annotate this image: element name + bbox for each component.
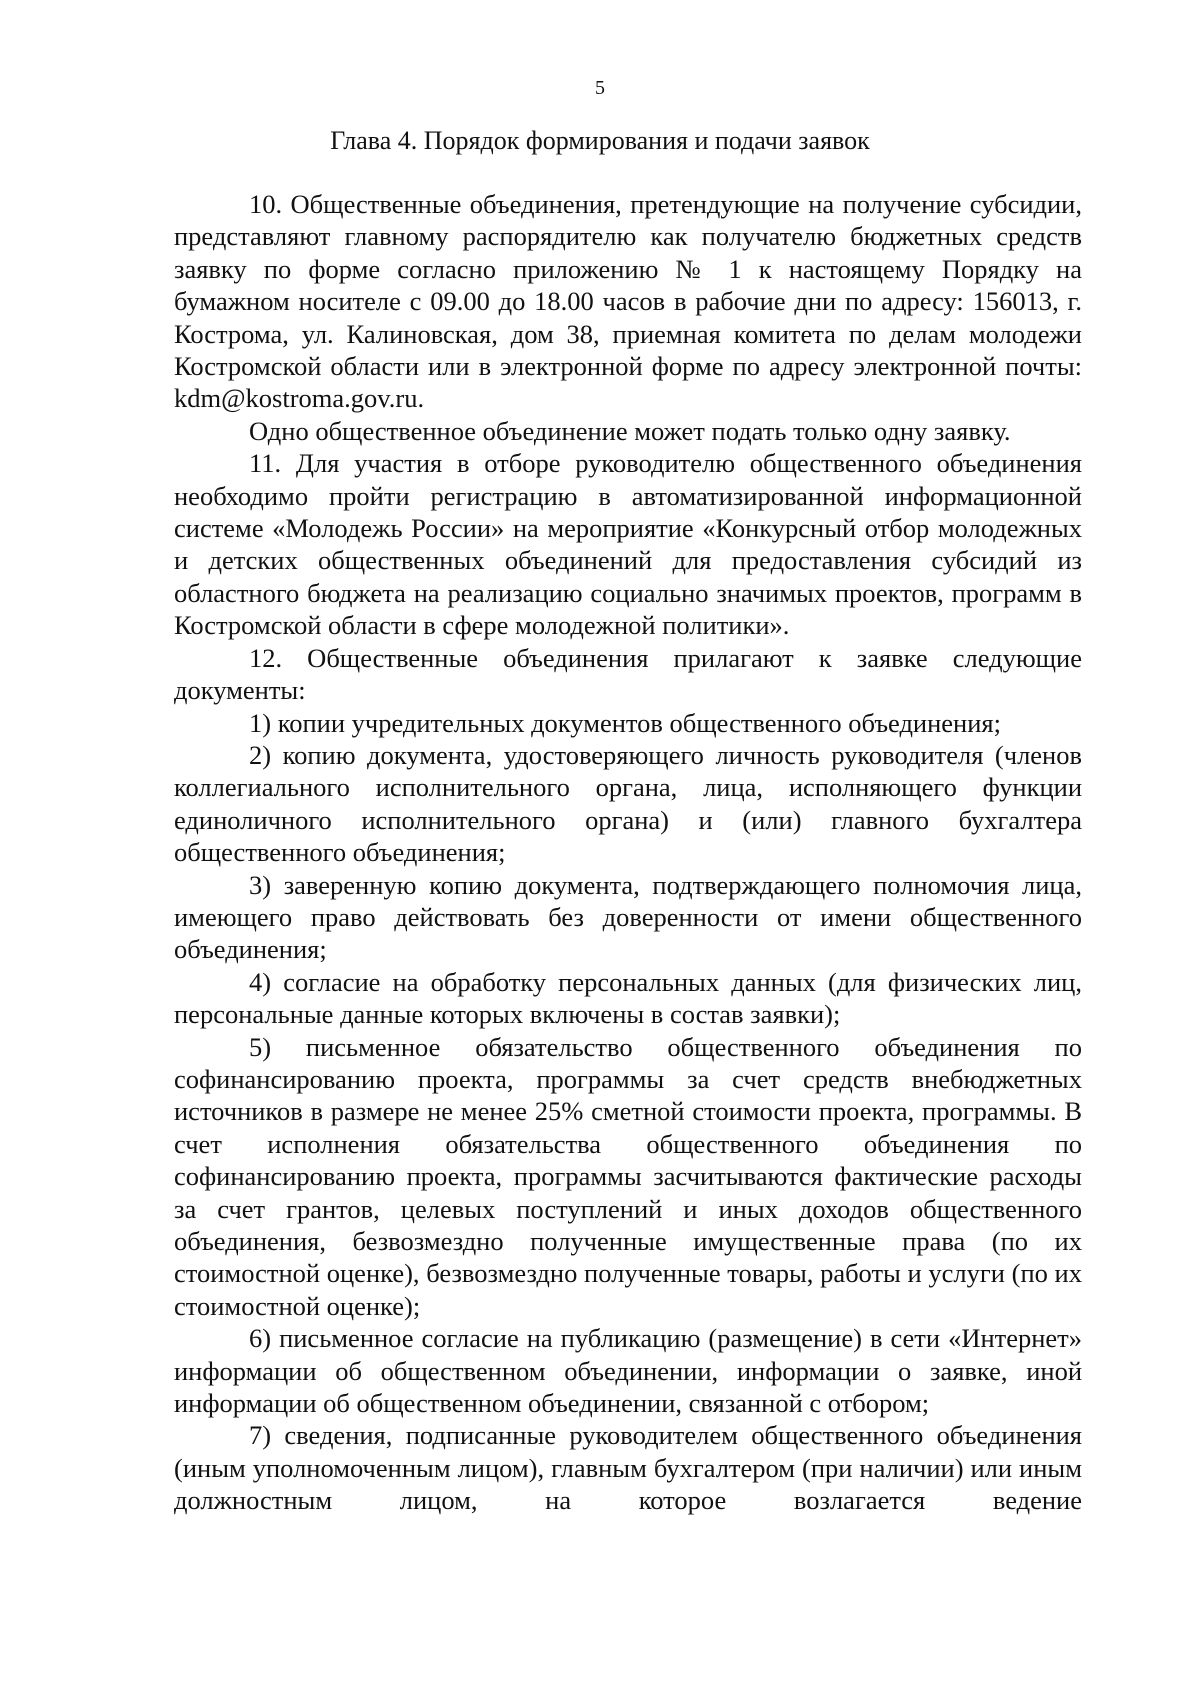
chapter-title: Глава 4. Порядок формирования и подачи заявок bbox=[330, 126, 870, 155]
list-item-5: 5) письменное обязательство общественного объединения по софинансированию проекта, программы за счет средств внебюджетных источников в размере не менее 25% сметной стоимости проекта, программы. В счет исполнения обязательства общественного объединения по софинансированию проекта, программы засчитываются фактические расходы за счет грантов, целевых поступлений и иных доходов общественного объединения, безвозмездно полученные имущественные права (по их стоимостной оценке), безвозмездно полученные товары, работы и услуги (по их стоимостной оценке); bbox=[174, 1031, 1082, 1321]
list-item-7: 7) сведения, подписанные руководителем общественного объединения (иным уполномоченным лицом), главным бухгалтером (при наличии) или иным должностным лицом, на которое возлагается ведение bbox=[174, 1420, 1082, 1516]
list-item-2: 2) копию документа, удостоверяющего личность руководителя (членов коллегиального исполнительного органа, лица, исполняющего функции единоличного исполнительного органа) и (или) главного бухгалтера общественного объединения; bbox=[174, 739, 1082, 868]
page-number: 5 bbox=[595, 77, 605, 99]
document-body bbox=[174, 188, 1082, 1517]
list-item-1: 1) копии учредительных документов общественного объединения; bbox=[249, 707, 1001, 738]
paragraph-10: 10. Общественные объединения, претендующие на получение субсидии, представляют главному распорядителю как получателю бюджетных средств заявку по форме согласно приложению № 1 к настоящему Порядку на бумажном носителе с 09.00 до 18.00 часов в рабочие дни по адресу: 156013, г. Кострома, ул. Калиновская, дом 38, приемная комитета по делам молодежи Костромской области или в электронной форме по адресу электронной почты: kdm@kostroma.gov.ru. bbox=[174, 189, 1082, 414]
list-item-3: 3) заверенную копию документа, подтверждающего полномочия лица, имеющего право действовать без доверенности от имени общественного объединения; bbox=[174, 869, 1082, 965]
paragraph-11: 11. Для участия в отборе руководителю общественного объединения необходимо пройти регистрацию в автоматизированной информационной системе «Молодежь России» на мероприятие «Конкурсный отбор молодежных и детских общественных объединений для предоставления субсидий из областного бюджета на реализацию социально значимых проектов, программ в Костромской области в сфере молодежной политики». bbox=[174, 448, 1082, 641]
list-item-4: 4) согласие на обработку персональных данных (для физических лиц, персональные данные которых включены в состав заявки); bbox=[174, 966, 1082, 1030]
paragraph-12: 12. Общественные объединения прилагают к заявке следующие документы: bbox=[174, 642, 1082, 706]
list-item-6: 6) письменное согласие на публикацию (размещение) в сети «Интернет» информации об общественном объединении, информации о заявке, иной информации об общественном объединении, связанной с отбором; bbox=[174, 1323, 1082, 1419]
paragraph-one-application: Одно общественное объединение может подать только одну заявку. bbox=[249, 415, 1011, 446]
